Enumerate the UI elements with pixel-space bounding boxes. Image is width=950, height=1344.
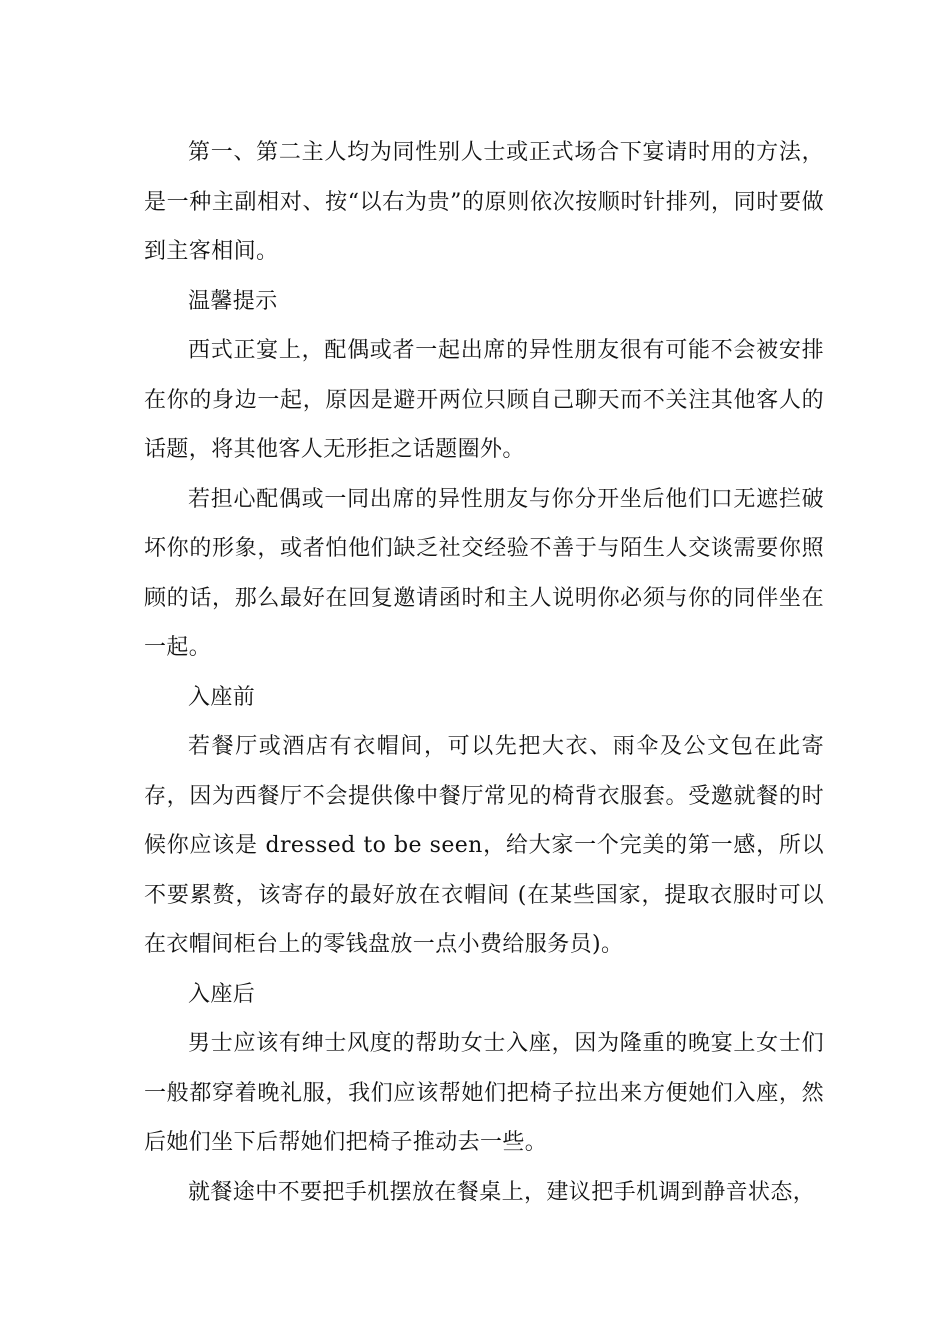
heading-after-seating: 入座后: [188, 981, 256, 1007]
paragraph-gentleman-manners: 男士应该有绅士风度的帮助女士入座，因为隆重的晚宴上女士们一般都穿着晚礼服，我们应该帮她们把椅子拉出来方便她们入座，然后她们坐下后帮她们把椅子推动去一些。: [144, 1031, 824, 1155]
heading-warm-tips: 温馨提示: [188, 288, 278, 314]
paragraph-spouse-seating: 西式正宴上，配偶或者一起出席的异性朋友很有可能不会被安排在你的身边一起，原因是避开两位只顾自己聊天而不关注其他客人的话题，将其他客人无形拒之话题圈外。: [144, 338, 824, 462]
paragraph-sit-together-request: 若担心配偶或一同出席的异性朋友与你分开坐后他们口无遮拦破坏你的形象，或者怕他们缺乏社交经验不善于与陌生人交谈需要你照顾的话，那么最好在回复邀请函时和主人说明你必须与你的同伴坐在一起。: [144, 486, 824, 660]
paragraph-seating-method: 第一、第二主人均为同性别人士或正式场合下宴请时用的方法，是一种主副相对、按“以右为贵”的原则依次按顺时针排列，同时要做到主客相间。: [144, 140, 824, 264]
paragraph-cloakroom: 若餐厅或酒店有衣帽间，可以先把大衣、雨伞及公文包在此寄存，因为西餐厅不会提供像中餐厅常见的椅背衣服套。受邀就餐的时候你应该是 dressed to be seen，给大家一个完美的第一感，所以不要累赘，该寄存的最好放在衣帽间 (在某些国家，提取衣服时可以在衣帽间柜台上的零钱盘放一点小费给服务员)。: [144, 734, 824, 957]
heading-before-seating: 入座前: [188, 684, 256, 710]
document-body: [144, 128, 824, 1217]
paragraph-phone-etiquette: 就餐途中不要把手机摆放在餐桌上，建议把手机调到静音状态，: [188, 1179, 816, 1205]
